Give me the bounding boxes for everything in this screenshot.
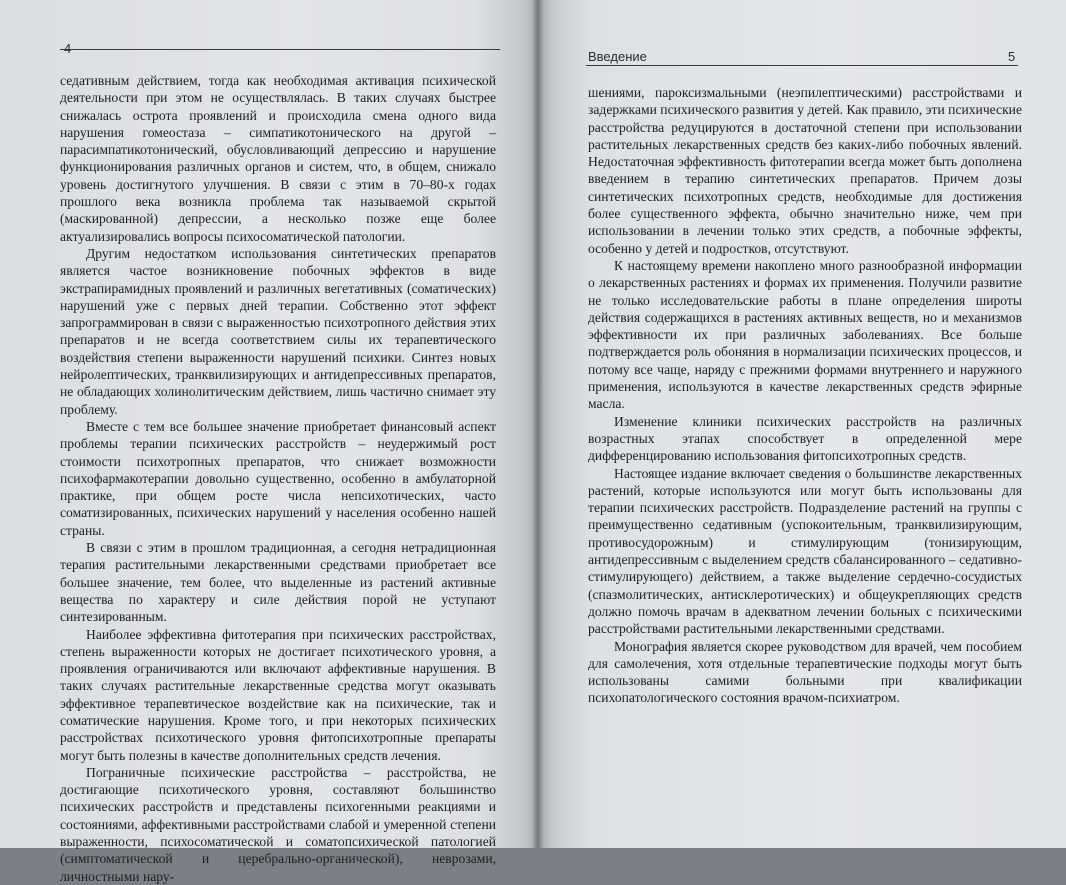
right-header-title: Введение [588,49,647,64]
right-page [538,0,1066,848]
left-paragraph-5: Наиболее эффективна фитотерапия при психических расстройствах, степень выраженности которых не достигает психотического уровня, а проявления ограничиваются или включают аффективные нарушения. В таких случаях растительные лекарственные средства могут оказывать эффективное терапевтическое воздействие как на психические, так и соматические нарушения. Кроме того, и при некоторых психических расстройствах психотического уровня фитопсихотропные препараты могут быть полезны в качестве дополнительных средств лечения. [60,626,496,763]
left-paragraph-2: Другим недостатком использования синтетических препаратов является частое возникновение побочных эффектов в виде экстрапирамидных проявлений и различных вегетативных (соматических) нарушений уже с первых дней терапии. Собственно этот эффект запрограммирован в связи с выраженностью психотропного действия этих препаратов и не всегда соответствием силы их терапевтического воздействия степени выраженности нарушений психики. Синтез новых нейролептических, транквилизирующих и антидепрессивных препаратов, не обладающих холинолитическим действием, лишь частично снимает эту проблему. [60,245,496,417]
right-page-number: 5 [1008,49,1016,64]
left-page-body [60,72,496,885]
book-gutter [532,0,544,848]
left-paragraph-4: В связи с этим в прошлом традиционная, а сегодня нетрадиционная терапия растительными лекарственными средствами приобретает все большее значение, тем более, что выделенные из растений активные вещества по характеру и силе действия порой не уступают синтезированным. [60,540,496,625]
left-header-rule [60,49,500,50]
right-paragraph-2: К настоящему времени накоплено много разнообразной информации о лекарственных растениях и формах их применения. Получили развитие не только исследовательские работы в плане определения широты действия содержащихся в растениях активных веществ, но и механизмов эффективности их при различных заболеваниях. Все больше подтверждается роль обоняния в нормализации психических процессов, и потому все чаще, наряду с прежними формами внутреннего и наружного применения, используются в качестве лекарственных средств эфирные масла. [588,257,1022,412]
left-paragraph-3: Вместе с тем все большее значение приобретает финансовый аспект проблемы терапии психических расстройств – неудержимый рост стоимости психотропных препаратов, что снижает возможности психофармакотерапии довольно существенно, особенно в амбулаторной практике, при общем росте числа непсихотических, часто соматизированных, психических нарушений у населения особенно нашей страны. [60,418,496,538]
right-page-body [588,84,1022,707]
right-paragraph-5: Монография является скорее руководством для врачей, чем пособием для самолечения, хотя отдельные терапевтические подходы могут быть использованы самими больными при квалификации психопатологического состояния врачом-психиатром. [588,638,1022,706]
right-header-rule [586,65,1018,66]
right-paragraph-4: Настоящее издание включает сведения о большинстве лекарственных растений, которые используются или могут быть использованы для терапии психических расстройств. Подразделение растений на группы с преимущественно седативным (успокоительным, транквилизирующим, противосудорожным) и стимулирующим (тонизирующим, антидепрессивным с выделением средств сбалансированного – седативно-стимулирующего) действием, а также выделение сердечно-сосудистых (спазмолитических, антисклеротических) и общеукрепляющих средств должно помочь врачам в адекватном лечении больных с психическими расстройствами растительными лекарственными средствами. [588,465,1022,637]
right-paragraph-3: Изменение клиники психических расстройств на различных возрастных этапах способствует в определенной мере дифференцированию использования фитопсихотропных средств. [588,413,1022,464]
left-paragraph-6: Пограничные психические расстройства – расстройства, не достигающие психотического уровня, составляют большинство психических расстройств и представлены психогенными реакциями и состояниями, аффективными расстройствами слабой и умеренной степени выраженности, психосоматической и соматопсихической патологией (симптоматической и церебрально-органической), неврозами, личностными нару- [60,764,496,884]
left-paragraph-1: седативным действием, тогда как необходимая активация психической деятельности при этом не осуществлялась. В таких случаях быстрее снижалась острота проявлений и происходила смена одного вида нарушения гомеостаза – симпатикотонического на другой – парасимпатикотонический, обусловливающий депрессию и нарушение функционирования различных органов и систем, что, в общем, снижало уровень достигнутого улучшения. В связи с этим в 70–80-х годах прошлого века возникла проблема так называемой скрытой (маскированной) депрессии, а несколько позже еще более актуализировались вопросы психосоматической патологии. [60,73,496,244]
right-paragraph-1: шениями, пароксизмальными (неэпилептическими) расстройствами и задержками психического развития у детей. Как правило, эти психические расстройства редуцируются в достаточной степени при использовании растительных лекарственных средств без каких-либо побочных явлений. Недостаточная эффективность фитотерапии всегда может быть дополнена введением в терапию синтетических препаратов. Причем дозы синтетических психотропных средств, необходимые для достижения более существенного эффекта, обычно значительно ниже, чем при использовании в лечении только этих средств, а побочные эффекты, особенно у детей и подростков, отсутствуют. [588,85,1022,256]
